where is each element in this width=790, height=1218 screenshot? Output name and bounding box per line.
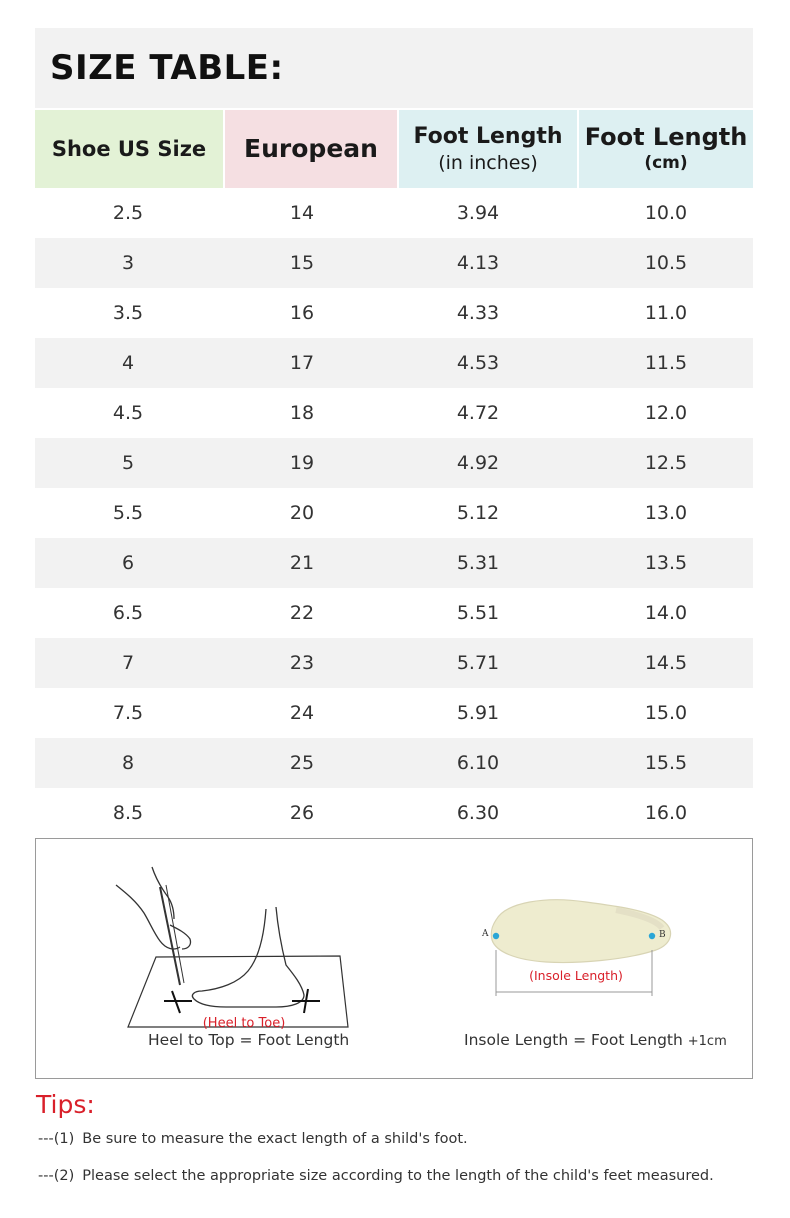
cell-european: 17 [289,352,315,374]
cell-us-size: 8.5 [112,802,144,824]
cell-foot-length-inches: 5.91 [456,702,500,724]
cell-foot-length-cm: 12.5 [644,452,688,474]
cell-foot-length-cm: 15.0 [644,702,688,724]
insole-point-b: B [659,930,666,940]
cell-us-size: 2.5 [112,202,144,224]
tip-text: Be sure to measure the exact length of a shild's foot. [82,1131,468,1147]
cell-foot-length-cm: 12.0 [644,402,688,424]
table-row [35,588,753,638]
cell-us-size: 7 [121,652,135,674]
cell-foot-length-cm: 16.0 [644,802,688,824]
header-european [225,110,397,188]
table-row [35,438,753,488]
table-row [35,338,753,388]
table-row [35,538,753,588]
insole-illustration [466,894,676,1004]
cell-foot-length-cm: 14.0 [644,602,688,624]
header-foot-length-cm [579,110,753,188]
cell-european: 25 [289,752,315,774]
tip-number: ---(1) [38,1131,75,1147]
insole-point-a: A [482,929,489,939]
cell-european: 21 [289,552,315,574]
cell-foot-length-inches: 6.10 [456,752,500,774]
cell-foot-length-inches: 6.30 [456,802,500,824]
measurement-guide [35,838,753,1079]
cell-foot-length-cm: 13.0 [644,502,688,524]
tip-text: Please select the appropriate size according to the length of the child's feet measured. [82,1168,714,1184]
cell-us-size: 7.5 [112,702,144,724]
cell-us-size: 3 [121,252,135,274]
cell-foot-length-inches: 5.12 [456,502,500,524]
cell-foot-length-inches: 4.53 [456,352,500,374]
header-us-size [35,110,223,188]
title-bar [35,28,753,108]
cell-european: 26 [289,802,315,824]
cell-us-size: 3.5 [112,302,144,324]
cell-foot-length-inches: 5.31 [456,552,500,574]
tip-number: ---(2) [38,1168,75,1184]
cell-european: 15 [289,252,315,274]
cell-foot-length-cm: 13.5 [644,552,688,574]
size-table-body [35,188,753,838]
cell-foot-length-inches: 5.71 [456,652,500,674]
insole-length-caption-main: Insole Length = Foot Length [464,1031,688,1049]
tip-item [38,1131,468,1147]
cell-foot-length-inches: 4.92 [456,452,500,474]
cell-european: 23 [289,652,315,674]
insole-length-label: (Insole Length) [529,968,623,983]
table-row [35,688,753,738]
insole-length-caption [464,1031,727,1049]
header-foot-length-cm-unit: (cm) [644,153,688,173]
header-foot-length-cm-label: Foot Length [584,123,748,151]
cell-us-size: 8 [121,752,135,774]
tips-title: Tips: [36,1090,95,1119]
table-row [35,288,753,338]
cell-european: 14 [289,202,315,224]
cell-us-size: 4.5 [112,402,144,424]
cell-european: 16 [289,302,315,324]
cell-us-size: 5 [121,452,135,474]
cell-foot-length-inches: 4.13 [456,252,500,274]
cell-foot-length-cm: 14.5 [644,652,688,674]
table-row [35,738,753,788]
cell-foot-length-cm: 10.5 [644,252,688,274]
tip-item [38,1168,714,1184]
cell-foot-length-cm: 11.5 [644,352,688,374]
table-row [35,488,753,538]
cell-european: 22 [289,602,315,624]
header-foot-length-inches-unit: (in inches) [438,152,538,174]
cell-foot-length-cm: 11.0 [644,302,688,324]
table-row [35,238,753,288]
header-foot-length-inches [399,110,577,188]
table-row [35,638,753,688]
foot-length-caption: Heel to Top = Foot Length [148,1031,350,1049]
header-foot-length-inches-label: Foot Length [413,124,563,149]
cell-foot-length-cm: 10.0 [644,202,688,224]
cell-foot-length-inches: 5.51 [456,602,500,624]
foot-measure-illustration [116,867,356,1031]
cell-foot-length-inches: 4.72 [456,402,500,424]
cell-european: 18 [289,402,315,424]
table-header [35,110,753,188]
page-title: SIZE TABLE: [50,48,284,88]
insole-length-caption-offset: +1cm [687,1034,727,1049]
cell-us-size: 5.5 [112,502,144,524]
cell-us-size: 6 [121,552,135,574]
table-row [35,788,753,838]
cell-us-size: 4 [121,352,135,374]
heel-to-toe-label: (Heel to Toe) [202,1016,286,1031]
cell-european: 24 [289,702,315,724]
cell-us-size: 6.5 [112,602,144,624]
cell-european: 20 [289,502,315,524]
cell-foot-length-cm: 15.5 [644,752,688,774]
table-row [35,388,753,438]
table-row [35,188,753,238]
cell-foot-length-inches: 4.33 [456,302,500,324]
header-us-size-label: Shoe US Size [51,137,207,161]
cell-european: 19 [289,452,315,474]
cell-foot-length-inches: 3.94 [456,202,500,224]
header-european-label: European [244,134,378,163]
